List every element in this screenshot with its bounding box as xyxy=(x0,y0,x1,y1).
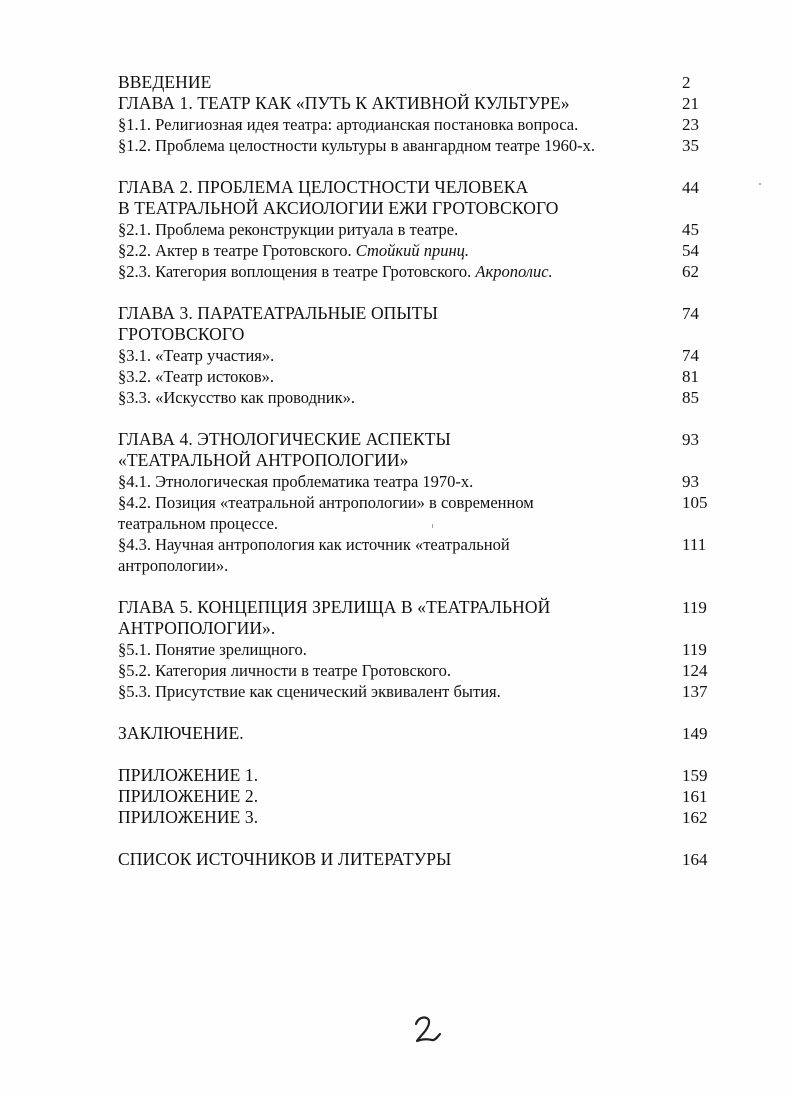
toc-entry-title xyxy=(118,72,682,93)
toc-entry-text: §4.2. Позиция «театральной антропологии» в современном театральном процессе. xyxy=(118,493,534,533)
toc-entry-title xyxy=(118,135,682,156)
toc-page-number: 74 xyxy=(682,346,699,365)
toc-entry-text: ГЛАВА 1. ТЕАТР КАК «ПУТЬ К АКТИВНОЙ КУЛЬТУРЕ» xyxy=(118,93,570,113)
toc-entry-text: ПРИЛОЖЕНИЕ 2. xyxy=(118,786,259,806)
toc-entry-text: §2.3. Категория воплощения в театре Гротовского. xyxy=(118,262,472,281)
toc-group xyxy=(118,303,718,408)
toc-section-row xyxy=(118,681,718,702)
toc-entry-text: §3.3. «Искусство как проводник». xyxy=(118,388,356,407)
toc-section-row xyxy=(118,492,718,534)
toc-entry-italic-title: Акрополис. xyxy=(475,262,553,281)
toc-entry-title xyxy=(118,240,682,261)
toc-section-row xyxy=(118,135,718,156)
toc-group xyxy=(118,765,718,828)
toc-entry-title xyxy=(118,429,682,471)
toc-entry-text: §3.2. «Театр истоков». xyxy=(118,367,275,386)
toc-page-number: 111 xyxy=(682,535,707,554)
toc-page-number: 124 xyxy=(682,661,708,680)
toc-page-number: 21 xyxy=(682,94,699,113)
toc-heading-row xyxy=(118,786,718,807)
toc-page-number: 44 xyxy=(682,178,699,197)
toc-group xyxy=(118,72,718,156)
toc-page-number: 74 xyxy=(682,304,699,323)
toc-entry-text: §2.2. Актер в театре Гротовского. xyxy=(118,241,352,260)
toc-entry-title xyxy=(118,723,682,744)
toc-page-number: 62 xyxy=(682,262,699,281)
toc-heading-row xyxy=(118,72,718,93)
toc-section-row xyxy=(118,534,718,576)
toc-entry-text: ГЛАВА 4. ЭТНОЛОГИЧЕСКИЕ АСПЕКТЫ «ТЕАТРАЛЬНОЙ АНТРОПОЛОГИИ» xyxy=(118,429,451,470)
toc-page-number: 119 xyxy=(682,598,707,617)
toc-entry-text: СПИСОК ИСТОЧНИКОВ И ЛИТЕРАТУРЫ xyxy=(118,849,452,869)
toc-heading-row xyxy=(118,303,718,345)
toc-page-number: 149 xyxy=(682,724,708,743)
toc-heading-row xyxy=(118,765,718,786)
toc-group xyxy=(118,723,718,744)
toc-entry-text: §1.2. Проблема целостности культуры в авангардном театре 1960-х. xyxy=(118,136,595,155)
toc-entry-text: §2.1. Проблема реконструкции ритуала в театре. xyxy=(118,220,459,239)
toc-section-row xyxy=(118,219,718,240)
toc-section-row xyxy=(118,366,718,387)
toc-entry-title xyxy=(118,807,682,828)
toc-entry-title xyxy=(118,492,606,534)
toc-entry-italic-title: Стойкий принц. xyxy=(355,241,470,260)
toc-entry-text: §4.3. Научная антропология как источник «театральной антропологии». xyxy=(118,535,510,575)
toc-page-number: 161 xyxy=(682,787,708,806)
toc-entry-text: ГЛАВА 5. КОНЦЕПЦИЯ ЗРЕЛИЩА В «ТЕАТРАЛЬНОЙ АНТРОПОЛОГИИ». xyxy=(118,597,551,638)
toc-section-row xyxy=(118,660,718,681)
toc-heading-row xyxy=(118,807,718,828)
toc-page-number: 93 xyxy=(682,472,699,491)
toc-entry-title xyxy=(118,345,682,366)
toc-heading-row xyxy=(118,177,718,219)
toc-entry-text: ГЛАВА 3. ПАРАТЕАТРАЛЬНЫЕ ОПЫТЫ ГРОТОВСКОГО xyxy=(118,303,438,344)
toc-entry-text: ВВЕДЕНИЕ xyxy=(118,72,212,92)
toc-page-number: 164 xyxy=(682,850,708,869)
toc-entry-title xyxy=(118,114,682,135)
toc-entry-text: ПРИЛОЖЕНИЕ 3. xyxy=(118,807,259,827)
toc-heading-row xyxy=(118,849,718,870)
toc-page-number: 93 xyxy=(682,430,699,449)
toc-entry-text: §5.3. Присутствие как сценический эквивалент бытия. xyxy=(118,682,501,701)
toc-entry-title xyxy=(118,303,682,345)
toc-heading-row xyxy=(118,93,718,114)
toc-entry-title xyxy=(118,387,682,408)
toc-entry-title xyxy=(118,366,682,387)
toc-page-number: 2 xyxy=(682,73,691,92)
toc-page-number: 105 xyxy=(682,493,708,512)
toc-page-number: 45 xyxy=(682,220,699,239)
toc-section-row xyxy=(118,345,718,366)
toc-page-number: 54 xyxy=(682,241,699,260)
toc-page-number: 85 xyxy=(682,388,699,407)
toc-entry-title xyxy=(118,471,682,492)
toc-entry-title xyxy=(118,261,682,282)
toc-entry-text: §1.1. Религиозная идея театра: артодианская постановка вопроса. xyxy=(118,115,579,134)
toc-page-number: 35 xyxy=(682,136,699,155)
toc-heading-row xyxy=(118,723,718,744)
toc-section-row xyxy=(118,261,718,282)
toc-entry-text: ЗАКЛЮЧЕНИЕ. xyxy=(118,723,244,743)
toc-page-number: 23 xyxy=(682,115,699,134)
toc-entry-text: §4.1. Этнологическая проблематика театра 1970-х. xyxy=(118,472,474,491)
toc-entry-text: §3.1. «Театр участия». xyxy=(118,346,275,365)
toc-heading-row xyxy=(118,597,718,639)
toc-section-row xyxy=(118,114,718,135)
toc-section-row xyxy=(118,639,718,660)
toc-entry-title xyxy=(118,219,682,240)
toc-entry-title xyxy=(118,681,682,702)
toc-group xyxy=(118,177,718,282)
toc-entry-title xyxy=(118,534,606,576)
toc-section-row xyxy=(118,387,718,408)
toc-entry-title xyxy=(118,786,682,807)
handwritten-page-number xyxy=(408,1010,448,1050)
toc-entry-text: §5.2. Категория личности в театре Гротовского. xyxy=(118,661,451,680)
toc-page-number: 159 xyxy=(682,766,708,785)
toc-page-number: 81 xyxy=(682,367,699,386)
toc-page-number: 119 xyxy=(682,640,707,659)
table-of-contents xyxy=(118,72,718,870)
toc-entry-title xyxy=(118,597,682,639)
toc-entry-text: ПРИЛОЖЕНИЕ 1. xyxy=(118,765,259,785)
toc-entry-title xyxy=(118,849,682,870)
toc-entry-title xyxy=(118,765,682,786)
toc-group xyxy=(118,849,718,870)
scan-speck xyxy=(759,183,761,185)
toc-entry-title xyxy=(118,639,682,660)
toc-page-number: 162 xyxy=(682,808,708,827)
scan-speck xyxy=(432,524,433,528)
toc-group xyxy=(118,429,718,576)
toc-group xyxy=(118,597,718,702)
toc-entry-title xyxy=(118,660,682,681)
toc-entry-title xyxy=(118,93,682,114)
toc-heading-row xyxy=(118,429,718,471)
toc-page-number: 137 xyxy=(682,682,708,701)
toc-entry-title xyxy=(118,177,682,219)
toc-section-row xyxy=(118,240,718,261)
toc-section-row xyxy=(118,471,718,492)
toc-entry-text: ГЛАВА 2. ПРОБЛЕМА ЦЕЛОСТНОСТИ ЧЕЛОВЕКА В ТЕАТРАЛЬНОЙ АКСИОЛОГИИ ЕЖИ ГРОТОВСКОГО xyxy=(118,177,559,218)
toc-entry-text: §5.1. Понятие зрелищного. xyxy=(118,640,307,659)
